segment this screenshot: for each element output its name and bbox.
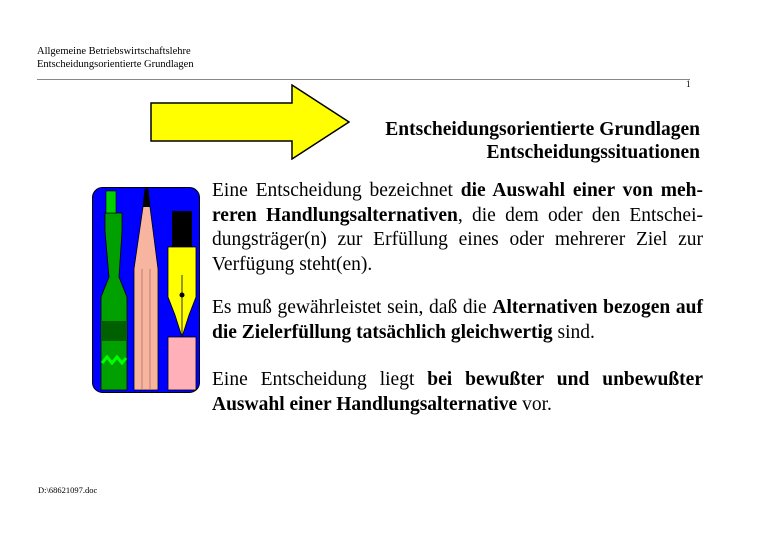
fountain-pen-icon — [168, 211, 196, 390]
paragraph-decision-condition: Eine Entscheidung liegt bei bewußter und unbewußter Auswahl einer Handlungsalternative vor. — [212, 369, 703, 415]
header-line-2: Entscheidungsorientierte Grundlagen — [37, 59, 194, 70]
page-number: 1 — [686, 79, 691, 89]
paragraph-alternatives: Es muß gewährleistet sein, daß die Alternativen bezogen auf die Zielerfüllung tatsächlich gleichwertig sind. — [212, 297, 704, 343]
paragraph-definition: Eine Entscheidung bezeichnet die Auswahl einer von mehreren Handlungsalternativen, die dem oder den Entscheidungsträger(n) zur Erfüllung eines oder mehrerer Ziel zur Verfügung steht(en). — [212, 180, 703, 275]
right-arrow-icon — [150, 84, 350, 160]
title-main: Entscheidungsorientierte Grundlagen — [385, 119, 700, 140]
pens-clipart-icon — [92, 187, 200, 393]
header-rule — [37, 79, 690, 80]
header-line-1: Allgemeine Betriebswirtschaftslehre — [37, 46, 191, 57]
footer-file-path: D:\68621097.doc — [38, 485, 98, 495]
title-sub: Entscheidungssituationen — [486, 142, 700, 163]
